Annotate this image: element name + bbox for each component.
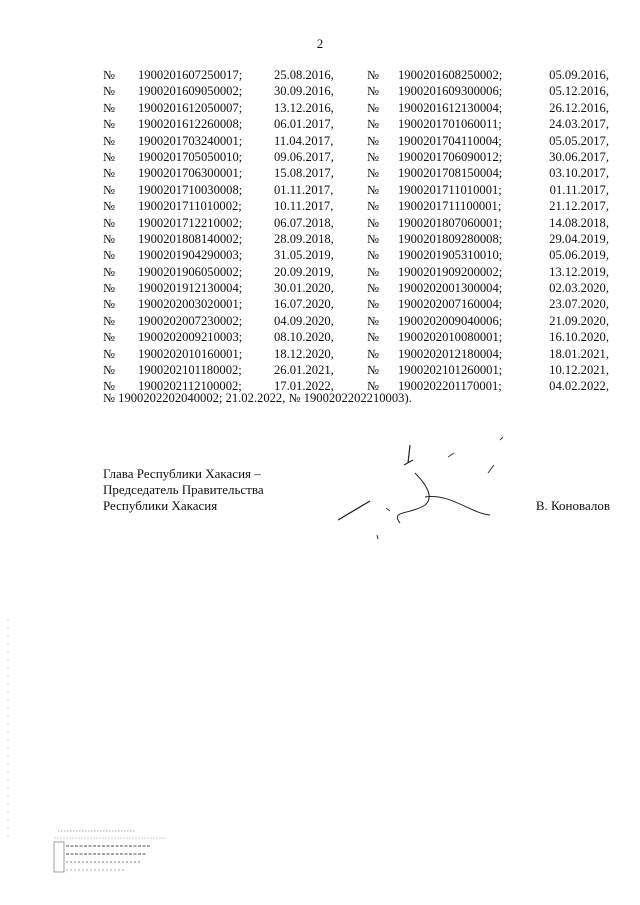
number-sign: № <box>103 117 116 132</box>
signatory-title-line: Глава Республики Хакасия – <box>103 466 261 481</box>
record-number: 1900201809280008; <box>398 231 503 246</box>
record-number: 1900201808140002; <box>138 231 243 246</box>
record-date: 09.06.2017, <box>274 149 334 164</box>
record-date: 04.02.2022, <box>549 379 609 394</box>
record-number: 1900201904290003; <box>138 248 243 263</box>
record-number: 1900201905310010; <box>398 248 503 263</box>
number-sign: № <box>367 68 380 82</box>
record-number: 1900201711100001; <box>398 199 502 214</box>
record-date: 17.01.2022, <box>274 379 334 394</box>
number-sign: № <box>367 330 380 345</box>
record-number: 1900202009040006; <box>398 313 503 328</box>
number-sign: № <box>367 379 380 394</box>
number-sign: № <box>103 166 116 181</box>
record-date: 31.05.2019, <box>274 248 334 263</box>
record-number: 1900201711010002; <box>138 199 242 214</box>
record-date: 06.01.2017, <box>274 117 334 132</box>
record-date: 29.04.2019, <box>549 231 609 246</box>
record-number: 1900201807060001; <box>398 215 503 230</box>
record-date: 03.10.2017, <box>549 166 609 181</box>
record-number: 1900201710030008; <box>138 182 243 197</box>
record-row <box>103 313 609 329</box>
number-sign: № <box>367 231 380 246</box>
record-date: 08.10.2020, <box>274 330 334 345</box>
page-number: 2 <box>316 36 324 51</box>
record-date: 04.09.2020, <box>274 313 334 328</box>
record-number: 1900201607250017; <box>138 68 243 82</box>
record-number: 1900201912130004; <box>138 281 243 296</box>
number-sign: № <box>103 297 116 312</box>
number-sign: № <box>367 313 380 328</box>
record-date: 05.06.2019, <box>549 248 609 263</box>
record-number: 1900202112100002; <box>138 379 242 394</box>
record-number: 1900202201170001; <box>398 379 502 394</box>
record-number: 1900201711010001; <box>398 182 502 197</box>
number-sign: № <box>103 264 116 279</box>
number-sign: № <box>103 330 116 345</box>
record-number: 1900201708150004; <box>398 166 503 181</box>
record-date: 28.09.2018, <box>274 231 334 246</box>
record-number: 1900201609300006; <box>398 84 503 99</box>
record-row <box>103 165 609 181</box>
record-number: 1900202001300004; <box>398 281 503 296</box>
record-date: 13.12.2019, <box>549 264 609 279</box>
record-date: 13.12.2016, <box>274 100 334 115</box>
record-number: 1900202010080001; <box>398 330 503 345</box>
record-date: 24.03.2017, <box>549 117 609 132</box>
record-date: 16.10.2020, <box>549 330 609 345</box>
number-sign: № <box>103 100 116 115</box>
number-sign: № <box>367 100 380 115</box>
number-sign: № <box>367 133 380 148</box>
number-sign: № <box>367 215 380 230</box>
number-sign: № <box>103 68 116 82</box>
record-date: 18.12.2020, <box>274 346 334 361</box>
record-number: 1900202101260001; <box>398 363 503 378</box>
record-number: 1900201705050010; <box>138 149 243 164</box>
record-date: 10.12.2021, <box>549 363 609 378</box>
records-tail: № 1900202202040002; 21.02.2022, № 1900202202210003). <box>103 391 412 405</box>
number-sign: № <box>103 84 116 99</box>
number-sign: № <box>367 166 380 181</box>
record-date: 01.11.2017, <box>274 182 334 197</box>
record-row <box>103 182 609 198</box>
record-date: 10.11.2017, <box>274 199 334 214</box>
record-number: 1900201612260008; <box>138 117 243 132</box>
record-date: 05.12.2016, <box>549 84 609 99</box>
record-number: 1900201906050002; <box>138 264 243 279</box>
record-number: 1900202012180004; <box>398 346 503 361</box>
signatory-title <box>103 466 264 515</box>
record-number: 1900202101180002; <box>138 363 242 378</box>
record-number: 1900201704110004; <box>398 133 502 148</box>
record-number: 1900202007230002; <box>138 313 243 328</box>
record-date: 30.01.2020, <box>274 281 334 296</box>
record-row <box>103 133 609 149</box>
record-number: 1900201706090012; <box>398 149 503 164</box>
record-number: 1900201909200002; <box>398 264 503 279</box>
record-number: 1900202003020001; <box>138 297 243 312</box>
record-date: 05.09.2016, <box>549 68 609 82</box>
record-date: 18.01.2021, <box>549 346 609 361</box>
record-row <box>103 100 609 116</box>
signatory-title-line: Председатель Правительства <box>103 482 264 498</box>
number-sign: № <box>367 248 380 263</box>
record-number: 1900201609050002; <box>138 84 243 99</box>
margin-marks <box>6 620 10 840</box>
record-row <box>103 264 609 280</box>
number-sign: № <box>367 346 380 361</box>
number-sign: № <box>367 281 380 296</box>
record-number: 1900201706300001; <box>138 166 243 181</box>
number-sign: № <box>103 346 116 361</box>
record-date: 26.01.2021, <box>274 363 334 378</box>
record-date: 25.08.2016, <box>274 68 334 82</box>
record-row <box>103 83 609 99</box>
record-date: 11.04.2017, <box>274 133 334 148</box>
record-number: 1900201612130004; <box>398 100 503 115</box>
record-row <box>103 247 609 263</box>
number-sign: № <box>103 379 116 394</box>
number-sign: № <box>103 281 116 296</box>
number-sign: № <box>367 264 380 279</box>
record-date: 15.08.2017, <box>274 166 334 181</box>
record-number: 1900201608250002; <box>398 68 503 82</box>
record-row <box>103 67 609 83</box>
record-date: 05.05.2017, <box>549 133 609 148</box>
record-date: 16.07.2020, <box>274 297 334 312</box>
record-number: 1900202007160004; <box>398 297 503 312</box>
record-date: 23.07.2020, <box>549 297 609 312</box>
number-sign: № <box>367 363 380 378</box>
number-sign: № <box>103 313 116 328</box>
record-date: 30.09.2016, <box>274 84 334 99</box>
record-date: 14.08.2018, <box>549 215 609 230</box>
number-sign: № <box>103 182 116 197</box>
record-date: 02.03.2020, <box>549 281 609 296</box>
record-row <box>103 215 609 231</box>
record-row <box>103 149 609 165</box>
signatory-title-line: Республики Хакасия <box>103 498 218 514</box>
number-sign: № <box>103 231 116 246</box>
record-row <box>103 198 609 214</box>
record-date: 01.11.2017, <box>549 182 609 197</box>
record-number: 1900202010160001; <box>138 346 243 361</box>
number-sign: № <box>367 182 380 197</box>
number-sign: № <box>367 149 380 164</box>
record-date: 26.12.2016, <box>549 100 609 115</box>
record-row <box>103 296 609 312</box>
handwritten-signature <box>330 435 520 545</box>
record-date: 20.09.2019, <box>274 264 334 279</box>
number-sign: № <box>367 84 380 99</box>
number-sign: № <box>103 149 116 164</box>
number-sign: № <box>367 199 380 214</box>
number-sign: № <box>103 215 116 230</box>
number-sign: № <box>103 363 116 378</box>
number-sign: № <box>367 297 380 312</box>
number-sign: № <box>367 117 380 132</box>
records-table <box>103 67 609 395</box>
record-row <box>103 280 609 296</box>
record-date: 21.09.2020, <box>549 313 609 328</box>
record-number: 1900201712210002; <box>138 215 243 230</box>
record-number: 1900201612050007; <box>138 100 243 115</box>
record-number: 1900201701060011; <box>398 117 502 132</box>
number-sign: № <box>103 133 116 148</box>
record-row <box>103 329 609 345</box>
record-number: 1900202009210003; <box>138 330 243 345</box>
record-date: 30.06.2017, <box>549 149 609 164</box>
signer-name: В. Коновалов <box>535 498 610 513</box>
record-row <box>103 362 609 378</box>
record-row <box>103 116 609 132</box>
record-row <box>103 346 609 362</box>
record-row <box>103 231 609 247</box>
record-number: 1900201703240001; <box>138 133 243 148</box>
number-sign: № <box>103 248 116 263</box>
record-date: 06.07.2018, <box>274 215 334 230</box>
record-date: 21.12.2017, <box>549 199 609 214</box>
registration-stamp-image <box>46 828 171 882</box>
number-sign: № <box>103 199 116 214</box>
